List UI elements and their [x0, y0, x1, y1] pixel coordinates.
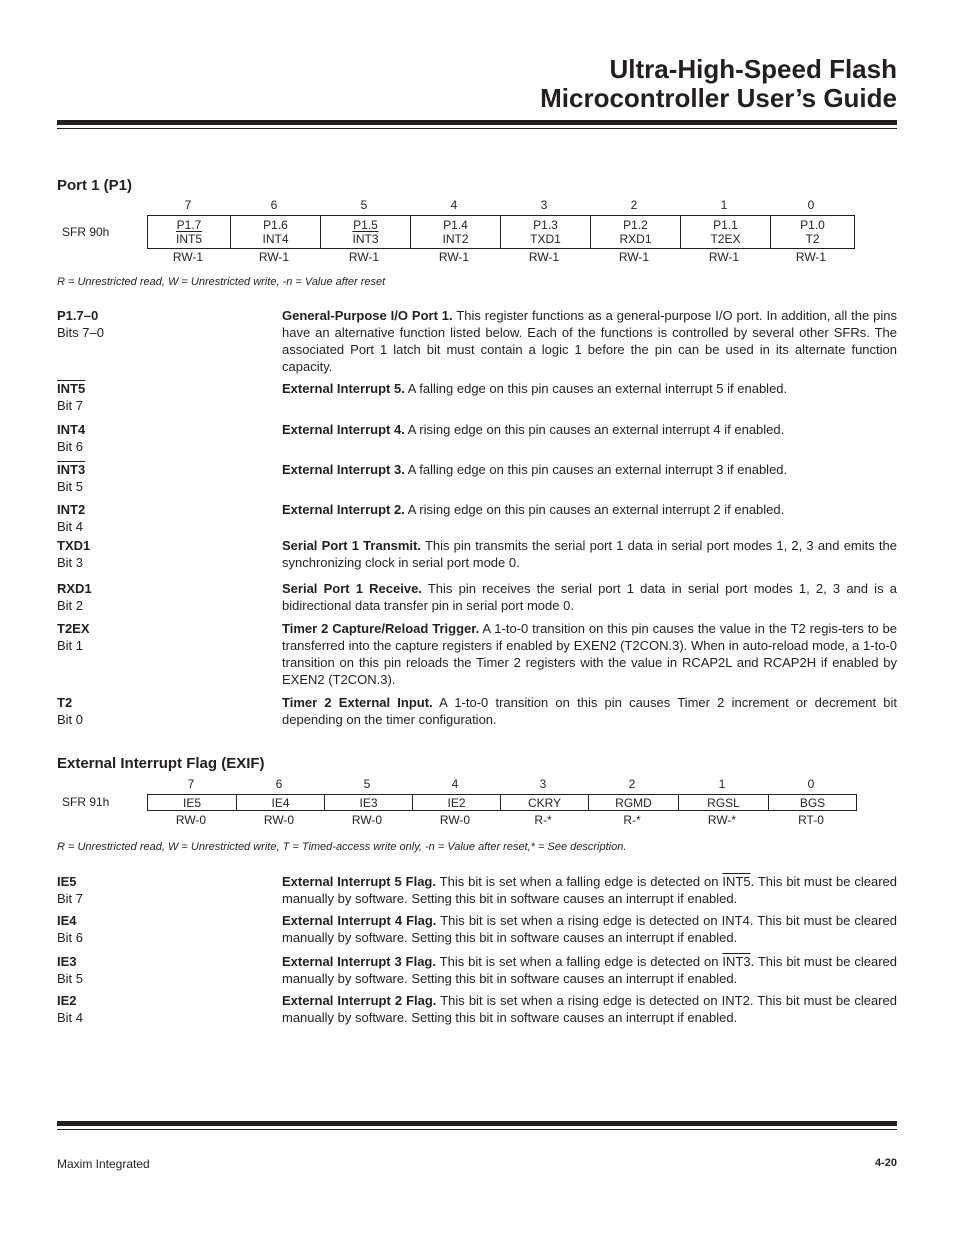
bit-name: P1.2: [623, 218, 648, 232]
header-rule-thin: [57, 128, 897, 129]
bit-heading: External Interrupt 3.: [282, 462, 405, 477]
bit-heading: Timer 2 External Input.: [282, 695, 433, 710]
bit-body: This pin transmits the serial port 1 data in serial port modes 1, 2, 3 and emits the synchronizing clock in serial port mode 0.: [282, 538, 897, 570]
bit-number-5: 2: [628, 777, 636, 791]
reset-value-5: RW-1: [618, 250, 650, 264]
bit-field-name: P1.7–0: [57, 308, 99, 323]
sfr-address: SFR 90h: [62, 225, 110, 239]
bit-heading: External Interrupt 3 Flag.: [282, 954, 436, 969]
register-bit-cell: RGMD: [588, 795, 678, 810]
bit-number-3: 4: [451, 777, 459, 791]
bit-name: P1.5: [353, 218, 378, 232]
reset-value-2: RW-1: [348, 250, 380, 264]
section-title-exif: External Interrupt Flag (EXIF): [57, 755, 265, 772]
bit-range: Bit 7: [57, 398, 84, 413]
reset-value-0: RW-1: [172, 250, 204, 264]
register-bit-cell: RGSL: [678, 795, 768, 810]
bit-numbers: [147, 777, 855, 791]
bit-range: Bit 6: [57, 930, 84, 945]
bit-heading: External Interrupt 5 Flag.: [282, 874, 436, 889]
bit-label: [57, 421, 257, 455]
bit-field-name: T2EX: [57, 621, 90, 636]
reset-value-3: RW-1: [438, 250, 470, 264]
bit-label: [57, 953, 257, 987]
bit-name: P1.4: [443, 218, 468, 232]
register-bit-cell: [410, 216, 500, 248]
bit-field-name: IE4: [57, 913, 77, 928]
document-title: [540, 55, 897, 113]
bit-range: Bit 7: [57, 891, 84, 906]
bit-range: Bit 4: [57, 1010, 84, 1025]
bit-text: [282, 992, 897, 1026]
register-bit-cell: IE3: [324, 795, 412, 810]
register-bit-cell: [230, 216, 320, 248]
bit-label: [57, 694, 257, 728]
bit-body: A rising edge on this pin causes an external interrupt 2 if enabled.: [407, 502, 785, 517]
pin-name: INT5: [722, 874, 751, 889]
bit-body-cont: . This bit must be cleared manually by software. Setting this bit in software causes an interrupt if enabled.: [282, 874, 897, 906]
bit-alt-function: INT3: [352, 232, 379, 246]
reset-value-1: RW-1: [258, 250, 290, 264]
bit-number-7: 0: [807, 198, 815, 212]
bit-name: P1.0: [800, 218, 825, 232]
bit-label: [57, 537, 257, 571]
reset-value-6: RW-1: [708, 250, 740, 264]
bit-field-name: INT2: [57, 502, 86, 517]
bit-field-name: IE5: [57, 874, 77, 889]
bit-alt-function: T2EX: [710, 232, 741, 246]
bit-label: [57, 873, 257, 907]
bit-heading: External Interrupt 2.: [282, 502, 405, 517]
bit-field-name: INT4: [57, 422, 86, 437]
bit-number-6: 1: [720, 198, 728, 212]
bit-number-4: 3: [539, 777, 547, 791]
bit-alt-function: T2: [805, 232, 820, 246]
reset-value-1: RW-0: [263, 813, 295, 827]
bit-range: Bit 5: [57, 479, 84, 494]
register-bit-cell: CKRY: [500, 795, 588, 810]
bit-text: [282, 580, 897, 614]
bit-range: Bits 7–0: [57, 325, 104, 340]
register-bit-cell: [680, 216, 770, 248]
register-note: R = Unrestricted read, W = Unrestricted write, -n = Value after reset: [57, 276, 386, 288]
footer-rule-thin: [57, 1129, 897, 1130]
bit-label: [57, 912, 257, 946]
bit-body: A 1-to-0 transition on this pin causes Timer 2 increment or decrement bit depending on the timer configuration.: [282, 695, 897, 727]
bit-body: This bit is set when a rising edge is detected on INT4. This bit must be cleared manually by software. Setting this bit in software causes an interrupt if enabled.: [282, 913, 897, 945]
title-line-1: Ultra-High-Speed Flash: [609, 54, 897, 84]
bit-numbers: [147, 198, 853, 212]
register-p1: [57, 198, 897, 268]
reset-value-4: RW-1: [528, 250, 560, 264]
bit-number-2: 5: [363, 777, 371, 791]
bit-number-1: 6: [270, 198, 278, 212]
bit-heading: External Interrupt 5.: [282, 381, 405, 396]
register-bit-cell: [770, 216, 854, 248]
bit-body: This bit is set when a rising edge is detected on INT2. This bit must be cleared manually by software. Setting this bit in software causes an interrupt if enabled.: [282, 993, 897, 1025]
bit-field-name: INT3: [57, 462, 86, 477]
reset-value-7: RW-1: [795, 250, 827, 264]
bit-body: This register functions as a general-purpose I/O port. In addition, all the pins have an alternative function listed below. Each of the functions is controlled by several other SFRs. The associated Port 1 latch bit must contain a logic 1 before the pin can be used in its alternate function capacity.: [282, 308, 897, 374]
bit-range: Bit 4: [57, 519, 84, 534]
bit-body: This bit is set when a falling edge is detected on: [439, 954, 719, 969]
reset-values: [147, 813, 855, 827]
bit-name: P1.3: [533, 218, 558, 232]
bit-number-2: 5: [360, 198, 368, 212]
bit-body: A falling edge on this pin causes an external interrupt 5 if enabled.: [407, 381, 788, 396]
bit-text: [282, 873, 897, 907]
bit-number-4: 3: [540, 198, 548, 212]
bit-range: Bit 3: [57, 555, 84, 570]
bit-body-cont: . This bit must be cleared manually by software. Setting this bit in software causes an interrupt if enabled.: [282, 954, 897, 986]
header-rule-thick: [57, 120, 897, 125]
bit-alt-function: INT2: [442, 232, 469, 246]
bit-text: [282, 421, 897, 438]
bit-name: P1.6: [263, 218, 288, 232]
register-bit-cell: IE2: [412, 795, 500, 810]
bit-alt-function: INT5: [175, 232, 202, 246]
bit-text: [282, 501, 897, 518]
bit-number-6: 1: [718, 777, 726, 791]
pin-name: INT3: [722, 954, 751, 969]
bit-text: [282, 694, 897, 728]
bit-number-0: 7: [187, 777, 195, 791]
reset-value-6: RW-*: [707, 813, 737, 827]
bit-body: A falling edge on this pin causes an external interrupt 3 if enabled.: [407, 462, 788, 477]
reset-values: [147, 250, 853, 264]
bit-field-name: IE3: [57, 954, 77, 969]
bit-range: Bit 0: [57, 712, 84, 727]
bit-name: P1.7: [176, 218, 202, 232]
bit-body: A 1-to-0 transition on this pin causes the value in the T2 regis-ters to be transferred into the capture registers if enabled by EXEN2 (T2CON.3). When in auto-reload mode, a 1-to-0 transition on this pin reloads the Timer 2 registers with the value in RCAP2L and RCAP2H if enabled by EXEN2 (T2CON.3).: [282, 621, 897, 687]
bit-field-name: RXD1: [57, 581, 92, 596]
bit-range: Bit 1: [57, 638, 84, 653]
bit-range: Bit 2: [57, 598, 84, 613]
bit-range: Bit 6: [57, 439, 84, 454]
title-line-2: Microcontroller User’s Guide: [540, 83, 897, 113]
bit-number-1: 6: [275, 777, 283, 791]
register-cells: [147, 215, 855, 249]
reset-value-3: RW-0: [439, 813, 471, 827]
bit-number-0: 7: [184, 198, 192, 212]
reset-value-5: R-*: [623, 813, 641, 827]
bit-alt-function: RXD1: [619, 232, 652, 246]
bit-label: [57, 580, 257, 614]
bit-alt-function: INT4: [262, 232, 289, 246]
register-bit-cell: IE4: [236, 795, 324, 810]
bit-text: [282, 953, 897, 987]
bit-name: P1.1: [713, 218, 738, 232]
reset-value-2: RW-0: [351, 813, 383, 827]
bit-heading: Serial Port 1 Transmit.: [282, 538, 421, 553]
register-bit-cell: [500, 216, 590, 248]
register-bit-cell: IE5: [182, 796, 201, 810]
bit-heading: General-Purpose I/O Port 1.: [282, 308, 453, 323]
bit-body: This pin receives the serial port 1 data in serial port modes 1, 2, 3 and is a bidirectional data transfer pin in serial port mode 0.: [282, 581, 897, 613]
bit-label: [57, 501, 257, 535]
register-exif: [57, 777, 897, 827]
bit-alt-function: TXD1: [530, 232, 561, 246]
bit-field-name: TXD1: [57, 538, 91, 553]
section-title-p1: Port 1 (P1): [57, 177, 133, 194]
sfr-address: SFR 91h: [62, 795, 110, 809]
bit-text: [282, 620, 897, 688]
reset-value-4: R-*: [534, 813, 552, 827]
bit-field-name: INT5: [57, 381, 86, 396]
register-bit-cell: [148, 216, 230, 248]
bit-heading: External Interrupt 4.: [282, 422, 405, 437]
bit-text: [282, 307, 897, 375]
bit-text: [282, 461, 897, 478]
bit-number-7: 0: [807, 777, 815, 791]
bit-number-3: 4: [450, 198, 458, 212]
bit-body: This bit is set when a falling edge is detected on: [439, 874, 719, 889]
bit-label: [57, 461, 257, 495]
register-bit-cell: [320, 216, 410, 248]
footer-company: Maxim Integrated: [57, 1157, 150, 1171]
footer-rule-thick: [57, 1121, 897, 1126]
reset-value-0: RW-0: [175, 813, 207, 827]
bit-range: Bit 5: [57, 971, 84, 986]
bit-label: [57, 992, 257, 1026]
bit-body: A rising edge on this pin causes an external interrupt 4 if enabled.: [407, 422, 785, 437]
bit-label: [57, 380, 257, 414]
bit-heading: Serial Port 1 Receive.: [282, 581, 422, 596]
bit-text: [282, 380, 897, 397]
bit-heading: Timer 2 Capture/Reload Trigger.: [282, 621, 480, 636]
register-bit-cell: BGS: [768, 795, 856, 810]
reset-value-7: RT-0: [798, 813, 824, 827]
bit-label: [57, 620, 257, 654]
register-bit-cell: [590, 216, 680, 248]
page-number: 4-20: [874, 1157, 897, 1169]
bit-heading: External Interrupt 4 Flag.: [282, 913, 437, 928]
bit-number-5: 2: [630, 198, 638, 212]
bit-text: [282, 912, 897, 946]
bit-field-name: IE2: [57, 993, 77, 1008]
register-cells: [147, 794, 857, 811]
bit-heading: External Interrupt 2 Flag.: [282, 993, 437, 1008]
bit-label: [57, 307, 257, 341]
bit-field-name: T2: [57, 695, 73, 710]
bit-text: [282, 537, 897, 571]
register-note: R = Unrestricted read, W = Unrestricted write, T = Timed-access write only, -n = Value after reset,* = See description.: [57, 841, 627, 853]
